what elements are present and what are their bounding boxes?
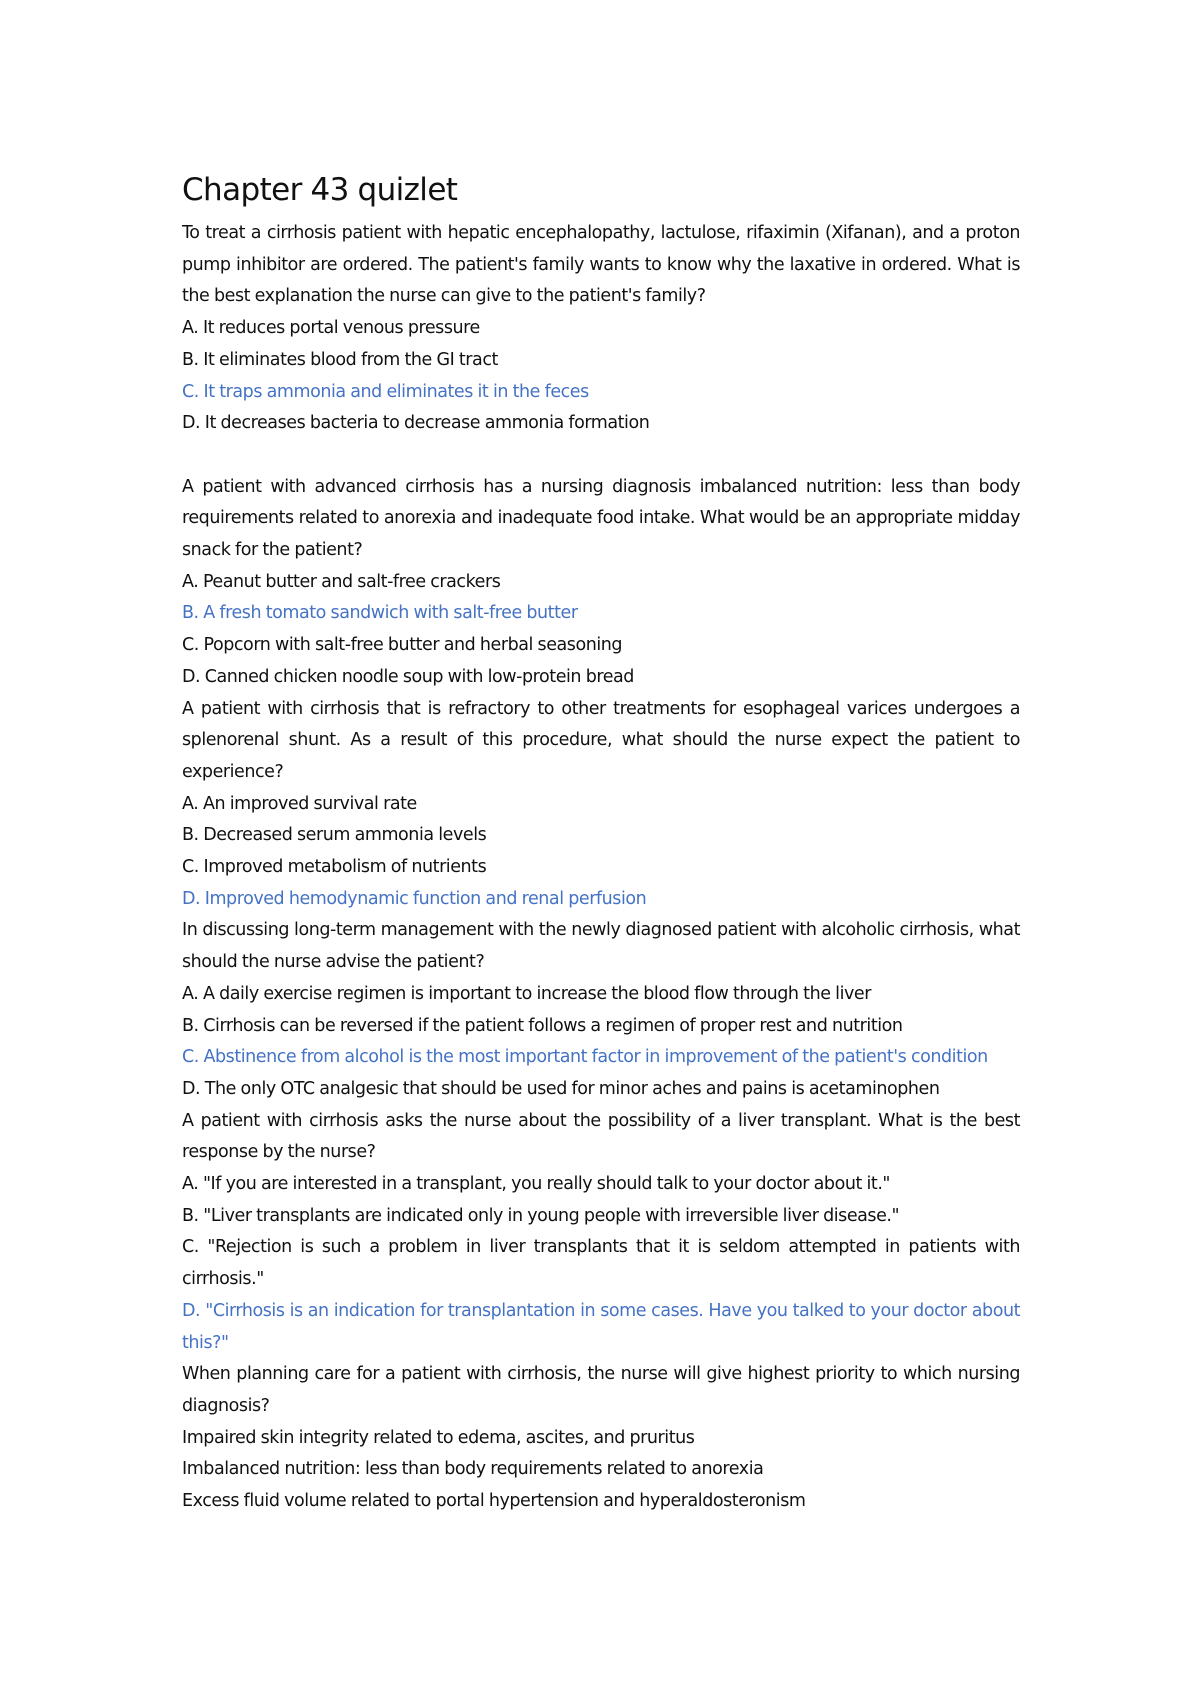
question-5-option-b: B. "Liver transplants are indicated only in young people with irreversible liver disease." [182,1205,900,1226]
question-6-option-2: Imbalanced nutrition: less than body requirements related to anorexia [182,1459,764,1480]
question-6-option-1: Impaired skin integrity related to edema, ascites, and pruritus [182,1427,695,1448]
paragraph-spacer [182,440,1020,472]
document-body [182,166,1020,1518]
question-4-option-a: A. A daily exercise regimen is important to increase the blood flow through the liver [182,983,871,1004]
question-1-option-a: A. It reduces portal venous pressure [182,318,480,339]
question-4-text: In discussing long-term management with the newly diagnosed patient with alcoholic cirrhosis, what should the nurse advise the patient? [182,920,1020,973]
question-1-option-b: B. It eliminates blood from the GI tract [182,349,498,370]
question-1-text: To treat a cirrhosis patient with hepatic encephalopathy, lactulose, rifaximin (Xifanan), and a proton pump inhibitor are ordered. The patient's family wants to know why the laxative in ordered. What is the best explanation the nurse can give to the patient's family? [182,223,1020,307]
question-3-option-b: B. Decreased serum ammonia levels [182,825,487,846]
question-2-option-a: A. Peanut butter and salt-free crackers [182,571,501,592]
question-1-option-c-answer: C. It traps ammonia and eliminates it in the feces [182,381,589,402]
question-5-option-a: A. "If you are interested in a transplant, you really should talk to your doctor about it." [182,1174,891,1195]
question-1-option-d: D. It decreases bacteria to decrease ammonia formation [182,413,650,434]
question-3-text: A patient with cirrhosis that is refractory to other treatments for esophageal varices undergoes a splenorenal shunt. As a result of this procedure, what should the nurse expect the patient to experience? [182,698,1020,782]
question-4-option-d: D. The only OTC analgesic that should be used for minor aches and pains is acetaminophen [182,1078,940,1099]
question-2-text: A patient with advanced cirrhosis has a nursing diagnosis imbalanced nutrition: less than body requirements related to anorexia and inadequate food intake. What would be an appropriate midday snack for the patient? [182,476,1020,561]
question-4-option-b: B. Cirrhosis can be reversed if the patient follows a regimen of proper rest and nutrition [182,1015,903,1036]
question-2-option-b-answer: B. A fresh tomato sandwich with salt-free butter [182,603,578,624]
question-5-option-c: C. "Rejection is such a problem in liver transplants that it is seldom attempted in patients with cirrhosis." [182,1237,1020,1290]
question-5-option-d-answer: D. "Cirrhosis is an indication for transplantation in some cases. Have you talked to your doctor about this?" [182,1300,1020,1353]
question-3-option-a: A. An improved survival rate [182,793,417,814]
question-2-option-d: D. Canned chicken noodle soup with low-protein bread [182,666,634,687]
page-title: Chapter 43 quizlet [182,172,458,208]
question-2-option-c: C. Popcorn with salt-free butter and herbal seasoning [182,635,623,656]
question-3-option-d-answer: D. Improved hemodynamic function and renal perfusion [182,888,647,909]
question-6-text: When planning care for a patient with cirrhosis, the nurse will give highest priority to which nursing diagnosis? [182,1364,1020,1416]
question-3-option-c: C. Improved metabolism of nutrients [182,857,487,878]
question-5-text: A patient with cirrhosis asks the nurse about the possibility of a liver transplant. What is the best response by the nurse? [182,1110,1020,1163]
question-6-option-3: Excess fluid volume related to portal hypertension and hyperaldosteronism [182,1491,806,1512]
question-4-option-c-answer: C. Abstinence from alcohol is the most important factor in improvement of the patient's condition [182,1047,988,1068]
